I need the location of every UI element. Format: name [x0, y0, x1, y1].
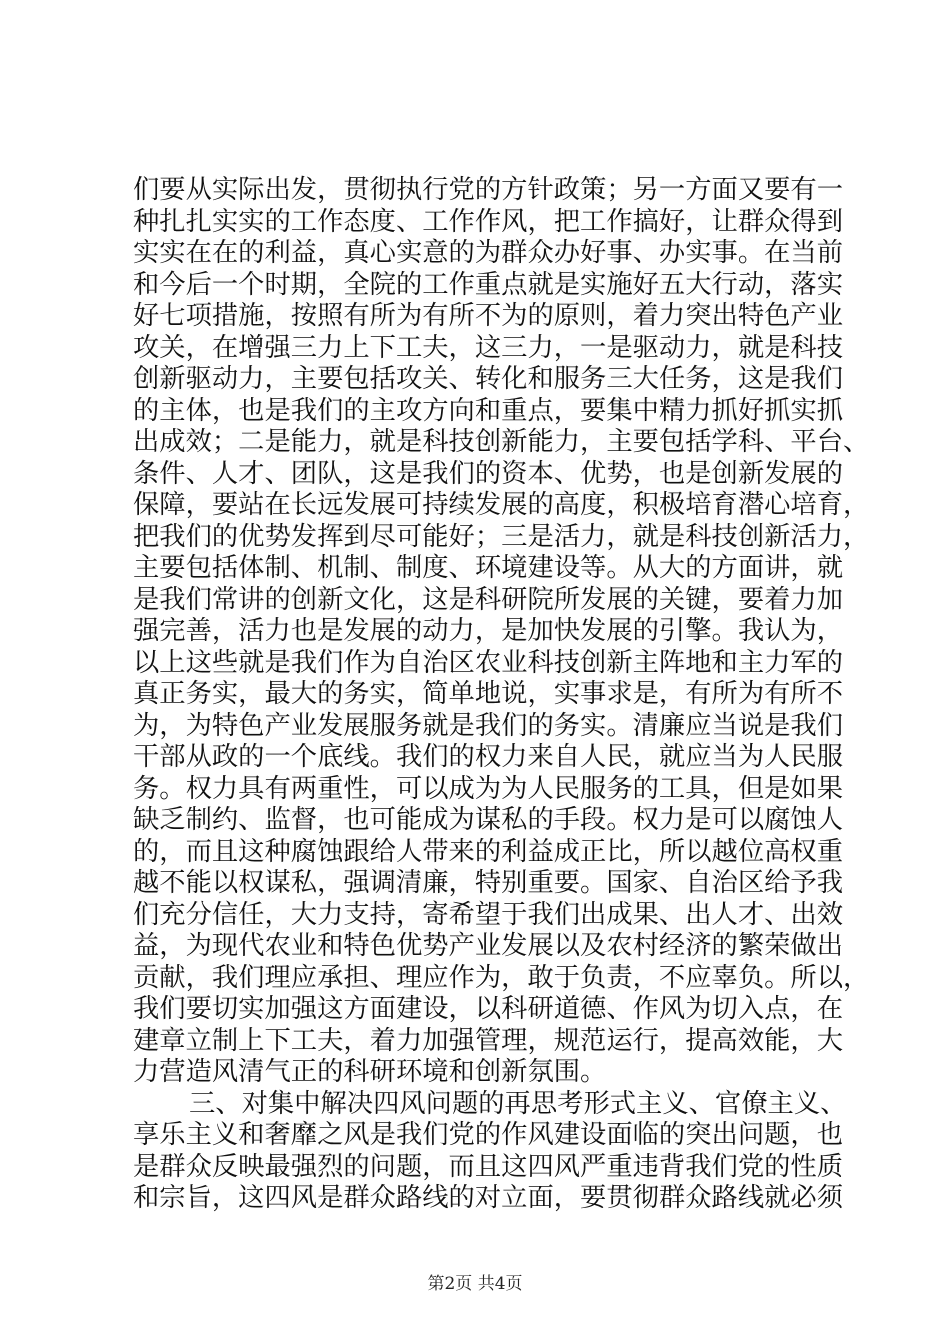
- text-line: 干部从政的一个底线。我们的权力来自人民，就应当为人民服: [133, 742, 844, 772]
- text-line: 好七项措施，按照有所为有所不为的原则，着力突出特色产业: [133, 301, 844, 331]
- text-line: 建章立制上下工夫，着力加强管理，规范运行，提高效能，大: [133, 1025, 844, 1056]
- text-line: 主要包括体制、机制、制度、环境建设等。从大的方面讲，就: [133, 553, 844, 583]
- text-line: 条件、人才、团队，这是我们的资本、优势，也是创新发展的: [133, 458, 844, 489]
- text-line: 实实在在的利益，真心实意的为群众办好事、办实事。在当前: [133, 238, 844, 268]
- text-line: 保障，要站在长远发展可持续发展的高度，积极培育潜心培育，: [133, 490, 870, 520]
- text-line: 享乐主义和奢靡之风是我们党的作风建设面临的突出问题，也: [133, 1120, 844, 1150]
- text-line: 益，为现代农业和特色优势产业发展以及农村经济的繁荣做出: [133, 931, 844, 961]
- text-line: 以上这些就是我们作为自治区农业科技创新主阵地和主力军的: [133, 647, 844, 678]
- text-line: 贡献，我们理应承担、理应作为，敢于负责，不应辜负。所以，: [133, 962, 870, 993]
- text-line: 缺乏制约、监督，也可能成为谋私的手段。权力是可以腐蚀人: [133, 805, 844, 835]
- text-line: 创新驱动力，主要包括攻关、转化和服务三大任务，这是我们: [133, 364, 844, 394]
- page-footer: 第2页 共4页: [427, 1274, 523, 1294]
- text-line: 攻关，在增强三力上下工夫，这三力，一是驱动力，就是科技: [133, 332, 844, 363]
- document-body: [133, 175, 870, 1215]
- text-line: 强完善，活力也是发展的动力，是加快发展的引擎。我认为，: [133, 616, 844, 646]
- text-line: 的主体，也是我们的主攻方向和重点，要集中精力抓好抓实抓: [133, 395, 844, 426]
- text-line: 是我们常讲的创新文化，这是科研院所发展的关键，要着力加: [133, 584, 844, 615]
- text-line: 我们要切实加强这方面建设，以科研道德、作风为切入点，在: [133, 994, 844, 1024]
- text-line: 们要从实际出发，贯彻执行党的方针政策；另一方面又要有一: [133, 175, 844, 205]
- text-line: 力营造风清气正的科研环境和创新氛围。: [133, 1057, 607, 1087]
- text-line: 种扎扎实实的工作态度、工作作风，把工作搞好，让群众得到: [133, 206, 844, 237]
- text-line: 和今后一个时期，全院的工作重点就是实施好五大行动，落实: [133, 269, 844, 300]
- section-heading-line: 三、对集中解决四风问题的再思考形式主义、官僚主义、: [189, 1088, 847, 1119]
- text-line: 越不能以权谋私，强调清廉，特别重要。国家、自治区给予我: [133, 868, 844, 898]
- text-line: 为，为特色产业发展服务就是我们的务实。清廉应当说是我们: [133, 710, 844, 741]
- text-line: 出成效；二是能力，就是科技创新能力，主要包括学科、平台、: [133, 427, 870, 457]
- text-line: 把我们的优势发挥到尽可能好；三是活力，就是科技创新活力，: [133, 521, 870, 552]
- text-line: 们充分信任，大力支持，寄希望于我们出成果、出人才、出效: [133, 899, 844, 930]
- text-line: 务。权力具有两重性，可以成为为人民服务的工具，但是如果: [133, 773, 844, 804]
- text-line: 真正务实，最大的务实，简单地说，实事求是，有所为有所不: [133, 679, 844, 709]
- text-line: 和宗旨，这四风是群众路线的对立面，要贯彻群众路线就必须: [133, 1183, 844, 1213]
- text-line: 是群众反映最强烈的问题，而且这四风严重违背我们党的性质: [133, 1151, 844, 1182]
- text-line: 的，而且这种腐蚀跟给人带来的利益成正比，所以越位高权重: [133, 836, 844, 867]
